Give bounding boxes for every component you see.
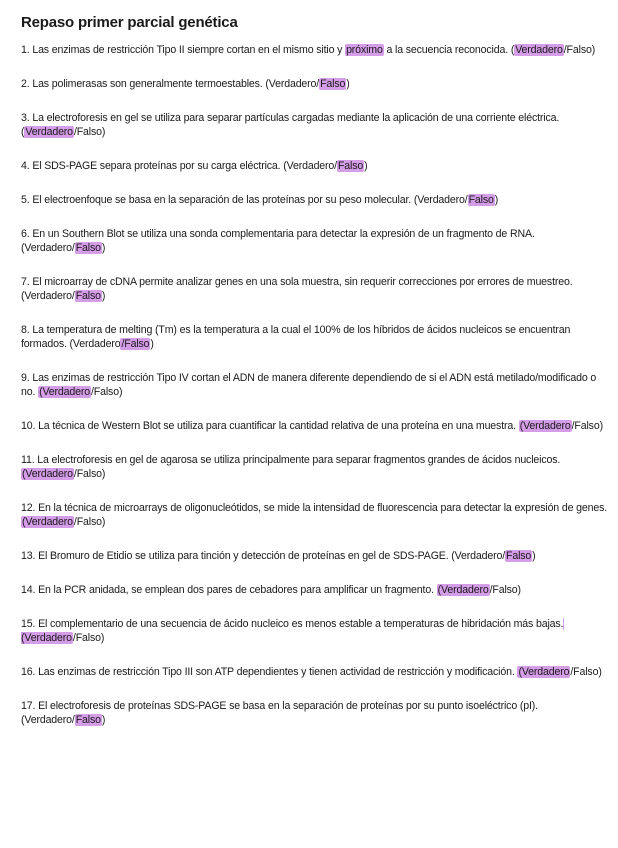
question-text: 15. El complementario de una secuencia de ácido nucleico es menos estable a temperaturas de hibridación más bajas.: [21, 618, 564, 630]
question-text: 16. Las enzimas de restricción Tipo III son ATP dependientes y tienen actividad de restricción y modificación.: [21, 666, 518, 678]
question-text: 5. El electroenfoque se basa en la separación de las proteínas por su peso molecular. (Verdadero/: [21, 194, 468, 206]
question-text: /Falso): [73, 126, 106, 138]
document-title: Repaso primer parcial genética: [21, 14, 238, 31]
question-text: 8. La temperatura de melting (Tm) es la temperatura a la cual el 100% de los híbridos de ácidos nucleicos se encuentran formados. (Verdadero: [21, 324, 571, 350]
question-text: 12. En la técnica de microarrays de oligonucleótidos, se mide la intensidad de fluorescencia para detectar la expresión de genes.: [21, 502, 608, 514]
question-text: 9. Las enzimas de restricción Tipo IV cortan el ADN de manera diferente dependiendo de si el ADN está metilado/modificado o no.: [21, 372, 597, 398]
question-text: ): [532, 550, 536, 562]
highlighted-answer: Falso: [468, 194, 494, 206]
question-text: /Falso): [91, 386, 123, 398]
highlighted-answer: Falso: [75, 242, 101, 254]
question-list: [21, 43, 611, 727]
question-item: [21, 159, 611, 173]
document-page: [21, 14, 611, 747]
question-text: 2. Las polimerasas son generalmente termoestables. (Verdadero/: [21, 78, 320, 90]
question-text: 17. El electroforesis de proteínas SDS-PAGE se basa en la separación de proteínas por su punto isoeléctrico (pI). (Verdadero/: [21, 700, 538, 726]
highlighted-answer: Falso: [75, 714, 101, 726]
question-text: 13. El Bromuro de Etidio se utiliza para tinción y detección de proteínas en gel de SDS-PAGE. (Verdadero/: [21, 550, 506, 562]
highlighted-answer: próximo: [346, 44, 383, 56]
question-text: /Falso): [73, 468, 106, 480]
question-text: /Falso): [570, 666, 602, 678]
question-text: /Falso): [72, 632, 105, 644]
highlighted-answer: (Verdadero: [519, 420, 571, 432]
highlighted-answer: Verdadero: [515, 44, 563, 56]
highlighted-answer: Falso: [75, 290, 101, 302]
question-text: 14. En la PCR anidada, se emplean dos pares de cebadores para amplificar un fragmento.: [21, 584, 437, 596]
question-text: 11. La electroforesis en gel de agarosa se utiliza principalmente para separar fragmentos grandes de ácidos nucleicos.: [21, 454, 561, 466]
highlighted-answer: Falso: [506, 550, 532, 562]
highlighted-answer: (Verdadero: [518, 666, 570, 678]
highlighted-answer: (Verdadero: [437, 584, 489, 596]
question-text: a la secuencia reconocida. (: [383, 44, 515, 56]
question-item: [21, 453, 611, 481]
question-item: [21, 371, 611, 399]
question-text: 1. Las enzimas de restricción Tipo II siempre cortan en el mismo sitio y: [21, 44, 346, 56]
question-item: [21, 77, 611, 91]
highlighted-answer: Falso: [337, 160, 364, 172]
question-text: /Falso): [73, 516, 106, 528]
question-text: /Falso): [489, 584, 521, 596]
highlighted-answer: (Verdadero: [21, 618, 564, 644]
question-text: 10. La técnica de Western Blot se utiliza para cuantificar la cantidad relativa de una proteína en una muestra.: [21, 420, 519, 432]
question-text: ): [364, 160, 368, 172]
question-text: /Falso): [571, 420, 603, 432]
question-item: [21, 323, 611, 351]
highlighted-answer: (Verdadero: [39, 386, 90, 398]
highlighted-answer: /Falso: [121, 338, 150, 350]
question-text: 7. El microarray de cDNA permite analizar genes en una sola muestra, sin requerir correcciones por errores de muestreo. (Verdadero/: [21, 276, 573, 302]
question-item: [21, 665, 611, 679]
question-item: [21, 699, 611, 727]
question-item: [21, 617, 611, 645]
highlighted-answer: Falso: [320, 78, 346, 90]
question-item: [21, 227, 611, 255]
highlighted-answer: (Verdadero: [22, 468, 73, 480]
question-text: ): [494, 194, 499, 206]
question-item: [21, 583, 611, 597]
question-text: 6. En un Southern Blot se utiliza una sonda complementaria para detectar la expresión de un fragmento de RNA. (Verdadero/: [21, 228, 535, 254]
highlighted-answer: Verdadero: [25, 126, 73, 138]
question-text: ): [101, 714, 106, 726]
question-text: 3. La electroforesis en gel se utiliza para separar partículas cargadas mediante la aplicación de una corriente eléctrica. (: [21, 112, 560, 138]
highlighted-answer: (Verdadero: [22, 516, 73, 528]
question-item: [21, 501, 611, 529]
question-text: ): [101, 242, 106, 254]
question-text: ): [150, 338, 154, 350]
question-text: ): [101, 290, 106, 302]
question-item: [21, 419, 611, 433]
question-item: [21, 275, 611, 303]
question-item: [21, 193, 611, 207]
question-item: [21, 549, 611, 563]
question-text: 4. El SDS-PAGE separa proteínas por su carga eléctrica. (Verdadero/: [21, 160, 337, 172]
question-item: [21, 43, 611, 57]
question-text: /Falso): [563, 44, 596, 56]
question-item: [21, 111, 611, 139]
question-text: ): [346, 78, 350, 90]
